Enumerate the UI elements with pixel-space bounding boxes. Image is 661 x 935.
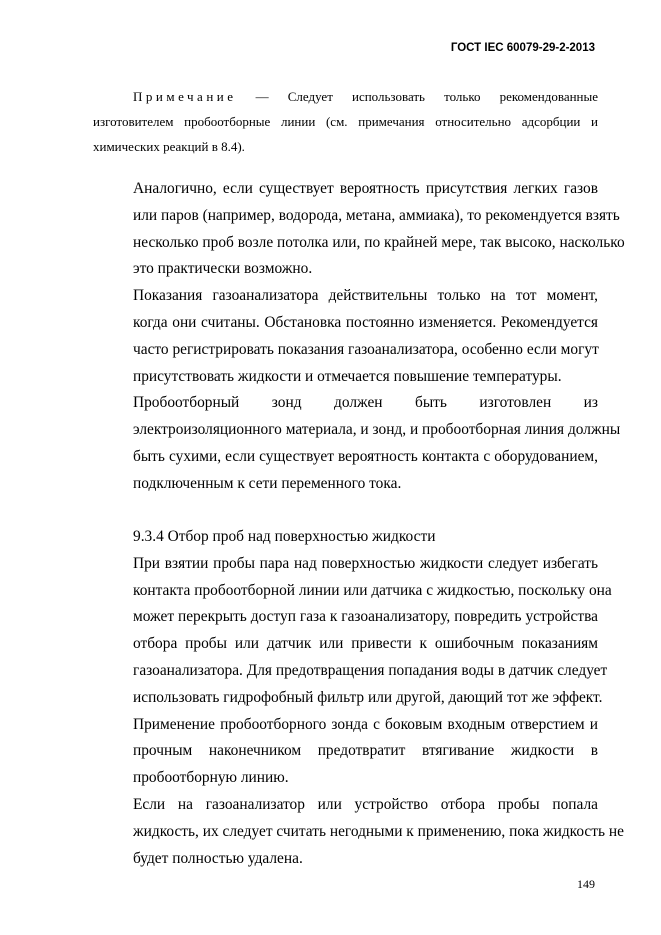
paragraph-probe-material <box>93 390 621 497</box>
text-line: несколько проб возле потолка или, по крайней мере, так высоко, насколько <box>133 233 625 251</box>
text-line: Показания газоанализатора действительны только на тот момент, <box>133 287 598 305</box>
text-line: Применение пробоотборного зонда с боковым входным отверстием и <box>133 715 598 733</box>
text-line: электроизоляционного материала, и зонд, и пробоотборная линия должны <box>133 421 621 439</box>
page-number: 149 <box>577 877 595 891</box>
note-first-line <box>93 84 598 109</box>
text-line: прочным наконечником предотвратит втягивание жидкости в <box>133 742 598 760</box>
text-line: жидкость, их следует считать негодными к применению, пока жидкость не <box>133 822 624 840</box>
text-line: будет полностью удалена. <box>133 849 303 867</box>
text-line: При взятии пробы пара над поверхностью жидкости следует избегать <box>133 554 598 572</box>
text-line: Если на газоанализатор или устройство отбора пробы попала <box>133 795 598 813</box>
document-code-header: ГОСТ IEC 60079-29-2-2013 <box>450 42 595 54</box>
text-line: использовать гидрофобный фильтр или другой, дающий тот же эффект. <box>133 688 603 706</box>
text-line: Пробоотборный зонд должен быть изготовлен из <box>133 394 598 412</box>
section-9-3-4 <box>93 524 624 872</box>
note-label: Примечание <box>133 89 237 104</box>
paragraph-vapor-sampling <box>93 551 612 792</box>
text-line: подключенным к сети переменного тока. <box>133 474 402 492</box>
note-block <box>93 84 598 159</box>
text-line: отбора пробы или датчик или привести к ошибочным показаниям <box>133 635 598 653</box>
paragraph-light-gases <box>93 176 625 283</box>
body-text <box>93 176 625 498</box>
text-line: когда они считаны. Обстановка постоянно изменяется. Рекомендуется <box>133 313 598 331</box>
text-line: может перекрыть доступ газа к газоанализатору, повредить устройства <box>133 608 598 626</box>
note-dash: — <box>255 89 269 104</box>
note-line-2: изготовителем пробоотборные линии (см. примечания относительно адсорбции и <box>93 114 598 129</box>
paragraph-liquid-contamination <box>93 792 624 872</box>
text-line: это практически возможно. <box>133 260 313 278</box>
note-line-3: химических реакций в 8.4). <box>93 139 245 154</box>
text-line: контакта пробоотборной линии или датчика с жидкостью, поскольку она <box>133 581 612 599</box>
note-line-1: Следует использовать только рекомендованные <box>287 89 599 104</box>
text-line: быть сухими, если существует вероятность контакта с оборудованием, <box>133 447 598 465</box>
text-line: часто регистрировать показания газоанализатора, особенно если могут <box>133 340 599 358</box>
text-line: пробоотборную линию. <box>133 769 289 787</box>
text-line: Аналогично, если существует вероятность присутствия легких газов <box>133 180 598 197</box>
text-line: газоанализатора. Для предотвращения попадания воды в датчик следует <box>133 661 608 679</box>
text-line: или паров (например, водорода, метана, аммиака), то рекомендуется взять <box>133 206 620 224</box>
text-line: присутствовать жидкости и отмечается повышение температуры. <box>133 367 562 385</box>
paragraph-readings-validity <box>93 283 598 390</box>
section-heading: 9.3.4 Отбор проб над поверхностью жидкости <box>133 528 436 545</box>
